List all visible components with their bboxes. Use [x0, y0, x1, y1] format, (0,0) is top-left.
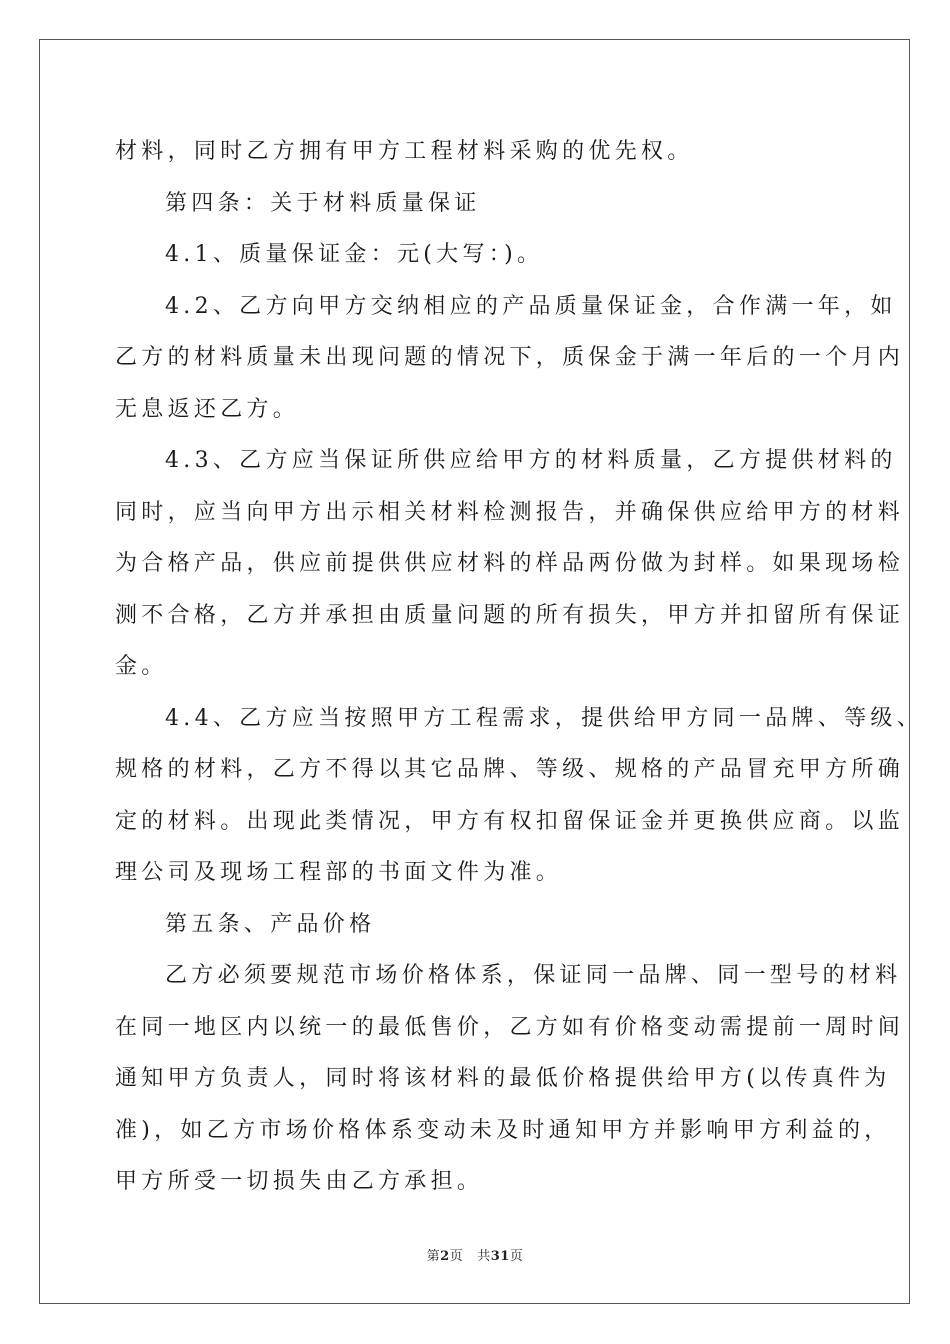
page-prefix: 第 [426, 1249, 441, 1264]
text-line: 定的材料。出现此类情况，甲方有权扣留保证金并更换供应商。以监 [115, 808, 905, 834]
clause-4-3: 4.3、乙方应当保证所供应给甲方的材料质量，乙方提供材料的 [165, 448, 897, 473]
text-line: 甲方所受一切损失由乙方承担。 [115, 1169, 484, 1194]
clause-5-paragraph: 乙方必须要规范市场价格体系，保证同一品牌、同一型号的材料 [165, 963, 902, 988]
text-line: 理公司及现场工程部的书面文件为准。 [115, 860, 563, 885]
text-line: 同时，应当向甲方出示相关材料检测报告，并确保供应给甲方的材料 [115, 499, 905, 525]
text-line: 无息返还乙方。 [115, 396, 300, 422]
page-suffix: 页 [449, 1249, 464, 1264]
section-heading-5: 第五条、产品价格 [165, 911, 376, 937]
total-suffix: 页 [509, 1249, 524, 1264]
text-line: 通知甲方负责人，同时将该材料的最低价格提供给甲方(以传真件为 [115, 1066, 891, 1091]
document-body [115, 126, 923, 1208]
text-line: 材料，同时乙方拥有甲方工程材料采购的优先权。 [115, 139, 694, 164]
total-prefix: 共 [477, 1249, 491, 1264]
clause-4-1: 4.1、质量保证金：元(大写：)。 [165, 242, 544, 267]
text-line: 准)，如乙方市场价格体系变动未及时通知甲方并影响甲方利益的， [115, 1117, 891, 1143]
text-line: 规格的材料，乙方不得以其它品牌、等级、规格的产品冒充甲方所确 [115, 757, 905, 782]
text-line: 在同一地区内以统一的最低售价，乙方如有价格变动需提前一周时间 [115, 1014, 905, 1040]
page-number: 2 [440, 1249, 450, 1264]
section-heading-4: 第四条：关于材料质量保证 [165, 190, 481, 216]
clause-4-4: 4.4、乙方应当按照甲方工程需求，提供给甲方同一品牌、等级、 [165, 705, 923, 731]
text-line: 测不合格，乙方并承担由质量问题的所有损失，甲方并扣留所有保证 [115, 602, 905, 628]
text-line: 乙方的材料质量未出现问题的情况下，质保金于满一年后的一个月内 [115, 345, 905, 370]
clause-4-2: 4.2、乙方向甲方交纳相应的产品质量保证金，合作满一年，如 [165, 293, 897, 319]
text-line: 为合格产品，供应前提供供应材料的样品两份做为封样。如果现场检 [115, 551, 905, 576]
text-line: 金。 [115, 654, 168, 679]
page-footer [0, 1245, 950, 1264]
total-pages: 31 [490, 1249, 510, 1264]
